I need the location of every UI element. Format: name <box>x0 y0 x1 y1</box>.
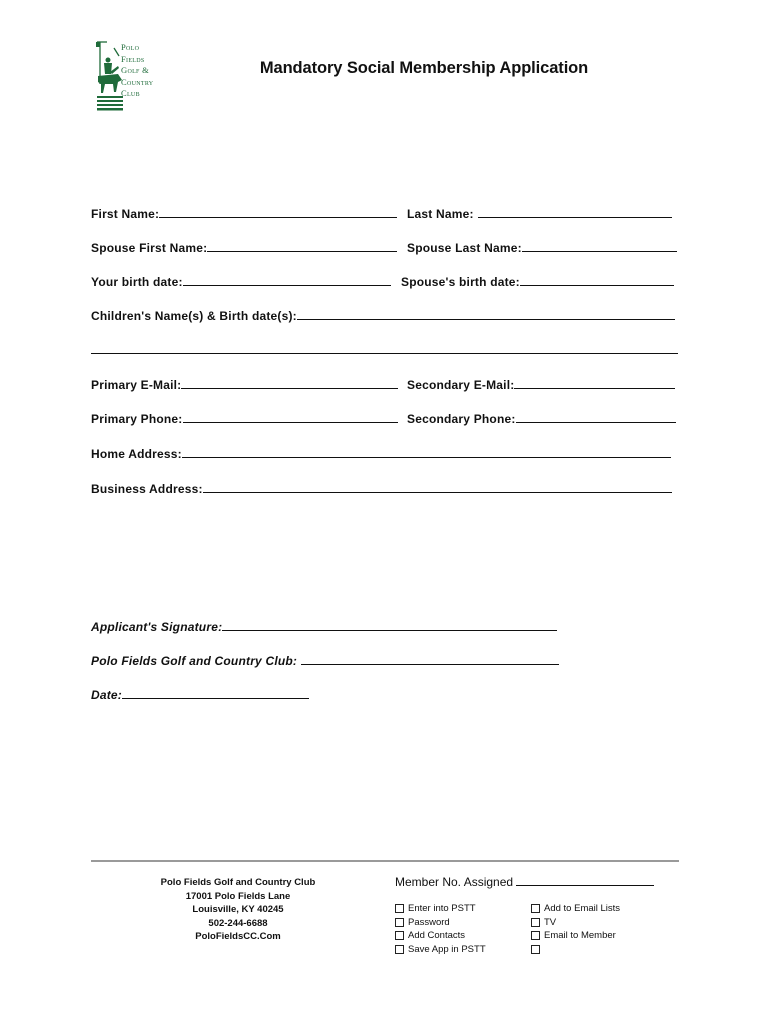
logo-line: Country <box>121 76 154 87</box>
checklist-item[interactable] <box>395 916 486 930</box>
last-name-line[interactable] <box>478 206 672 218</box>
club-address-block <box>150 876 326 944</box>
your-birth-date-field[interactable] <box>91 274 391 289</box>
checkbox-icon[interactable] <box>395 931 404 940</box>
primary-phone-label: Primary Phone: <box>91 412 183 426</box>
checklist-item-label: Add to Email Lists <box>544 903 621 914</box>
children-extra-line[interactable] <box>91 342 678 354</box>
first-name-field[interactable] <box>91 206 397 221</box>
checklist-item-label: Add Contacts <box>408 930 466 942</box>
checklist-item[interactable] <box>395 902 486 916</box>
primary-email-line[interactable] <box>181 377 398 389</box>
spouse-first-name-label: Spouse First Name: <box>91 241 208 255</box>
children-label: Children's Name(s) & Birth date(s): <box>91 309 297 323</box>
spouse-first-name-line[interactable] <box>207 240 397 252</box>
office-checklist-left <box>395 902 486 956</box>
secondary-email-field[interactable] <box>407 377 675 392</box>
secondary-email-label: Secondary E-Mail: <box>407 378 515 392</box>
footer-divider <box>91 860 679 862</box>
spouse-birth-date-field[interactable] <box>401 274 674 289</box>
business-address-label: Business Address: <box>91 482 203 496</box>
footer-club-name: Polo Fields Golf and Country Club <box>160 877 316 888</box>
last-name-field[interactable] <box>407 206 672 221</box>
logo-line: Golf & <box>121 65 150 75</box>
checklist-item[interactable] <box>531 943 620 957</box>
first-name-label: First Name: <box>91 207 160 221</box>
date-field[interactable] <box>91 687 309 702</box>
checklist-item-label: Enter into PSTT <box>408 903 476 914</box>
office-checklist-right <box>531 902 620 956</box>
checkbox-icon[interactable] <box>531 945 540 954</box>
date-line[interactable] <box>122 687 309 699</box>
checklist-item-label: TV <box>544 916 557 928</box>
spouse-first-name-field[interactable] <box>91 240 397 255</box>
checklist-item-label: Password <box>408 916 450 928</box>
spouse-birth-date-label: Spouse's birth date: <box>401 275 520 289</box>
checkbox-icon[interactable] <box>395 918 404 927</box>
club-signature-field[interactable] <box>91 653 559 668</box>
secondary-phone-field[interactable] <box>407 411 676 426</box>
primary-phone-line[interactable] <box>183 411 398 423</box>
business-address-line[interactable] <box>203 481 672 493</box>
first-name-line[interactable] <box>159 206 397 218</box>
secondary-phone-line[interactable] <box>516 411 676 423</box>
logo-line: Polo <box>121 42 140 52</box>
home-address-line[interactable] <box>182 446 671 458</box>
primary-email-field[interactable] <box>91 377 398 392</box>
checklist-item[interactable] <box>531 916 620 930</box>
footer-city: Louisville, KY 40245 <box>192 904 284 916</box>
page-title: Mandatory Social Membership Application <box>259 59 589 77</box>
footer-website: PoloFieldsCC.Com <box>195 931 281 943</box>
home-address-field[interactable] <box>91 446 671 461</box>
checkbox-icon[interactable] <box>531 918 540 927</box>
children-extra-line-field[interactable] <box>91 342 678 357</box>
date-label: Date: <box>91 688 123 702</box>
spouse-last-name-field[interactable] <box>407 240 677 255</box>
checkbox-icon[interactable] <box>395 945 404 954</box>
secondary-phone-label: Secondary Phone: <box>407 412 516 426</box>
business-address-field[interactable] <box>91 481 672 496</box>
spouse-last-name-line[interactable] <box>522 240 677 252</box>
secondary-email-line[interactable] <box>514 377 675 389</box>
footer-street: 17001 Polo Fields Lane <box>185 890 291 902</box>
club-signature-line[interactable] <box>301 653 559 665</box>
checkbox-icon[interactable] <box>531 904 540 913</box>
footer-phone: 502-244-6688 <box>208 917 268 929</box>
primary-email-label: Primary E-Mail: <box>91 378 182 392</box>
checklist-item[interactable] <box>395 943 486 957</box>
checklist-item[interactable] <box>531 902 620 916</box>
checklist-item[interactable] <box>395 929 486 943</box>
last-name-label: Last Name: <box>407 207 474 221</box>
checklist-item-label: Email to Member <box>544 930 616 942</box>
member-number-label: Member No. Assigned <box>395 875 514 889</box>
children-line[interactable] <box>297 308 675 320</box>
applicant-signature-field[interactable] <box>91 619 557 634</box>
checklist-item[interactable] <box>531 929 620 943</box>
children-field[interactable] <box>91 308 675 323</box>
club-signature-label: Polo Fields Golf and Country Club: <box>91 654 298 668</box>
primary-phone-field[interactable] <box>91 411 398 426</box>
spouse-last-name-label: Spouse Last Name: <box>407 241 522 255</box>
your-birth-date-line[interactable] <box>183 274 391 286</box>
checkbox-icon[interactable] <box>395 904 404 913</box>
logo-line: Club <box>121 88 140 98</box>
your-birth-date-label: Your birth date: <box>91 275 183 289</box>
applicant-signature-line[interactable] <box>222 619 557 631</box>
home-address-label: Home Address: <box>91 447 182 461</box>
checkbox-icon[interactable] <box>531 931 540 940</box>
checklist-item-label: Save App in PSTT <box>408 943 486 955</box>
member-number-line[interactable] <box>516 874 654 886</box>
logo-line: Fields <box>121 53 145 64</box>
applicant-signature-label: Applicant's Signature: <box>91 620 223 634</box>
member-number-field[interactable] <box>395 874 654 889</box>
spouse-birth-date-line[interactable] <box>520 274 674 286</box>
